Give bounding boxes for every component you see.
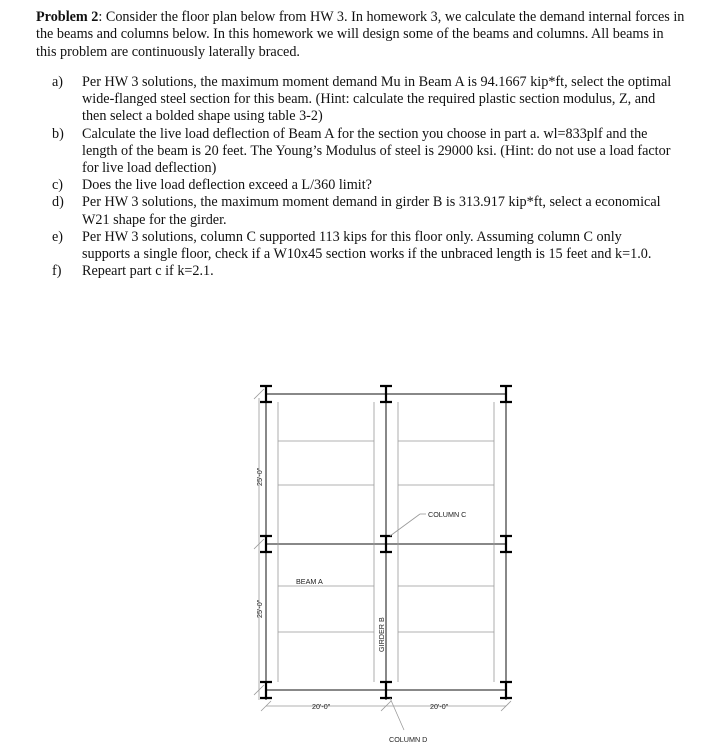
question-label: d) xyxy=(52,194,64,211)
question-text: Does the live load deflection exceed a L/360 limit? xyxy=(82,177,372,194)
question-label: a) xyxy=(52,74,64,90)
dimension-lower-label: 25'-0" xyxy=(255,599,264,618)
beam-a-label: BEAM A xyxy=(296,577,323,586)
column-d-leader xyxy=(390,698,404,730)
question-label: b) xyxy=(52,125,64,142)
question-label: e) xyxy=(52,228,64,245)
problem-intro: : Consider the floor plan below from HW 3. In homework 3, we calculate the demand internal forces in the beams and columns below. In this homework we will design some of the beams and columns. All beams in this problem are continuously laterally braced. xyxy=(36,9,685,60)
problem-title: Problem 2 xyxy=(36,9,99,25)
dimension-tick xyxy=(254,389,264,399)
column-d-label: COLUMN D xyxy=(389,735,428,744)
girder-b-label: GIRDER B xyxy=(377,617,386,652)
question-text: Repeart part c if k=2.1. xyxy=(82,263,214,280)
question-label: f) xyxy=(52,263,62,280)
question-label: c) xyxy=(52,177,64,194)
question-text: Per HW 3 solutions, the maximum moment demand in girder B is 313.917 kip*ft, select a economical W21 shape for the girder. xyxy=(82,194,661,228)
column-c-leader xyxy=(390,514,420,536)
dimension-left-bay-label: 20'-0" xyxy=(312,702,331,711)
dimension-upper-label: 25'-0" xyxy=(255,467,264,486)
question-text: Per HW 3 solutions, column C supported 113 kips for this floor only. Assuming column C only supports a single floor, check if a W10x45 section works if the unbraced length is 15 feet and k=1.0. xyxy=(82,228,652,263)
question-text: Per HW 3 solutions, the maximum moment demand Mu in Beam A is 94.1667 kip*ft, select the optimal wide-flanged steel section for this beam. (Hint: calculate the required plastic section modulus, Z, and then select a bolded shape using table 3-2) xyxy=(82,74,672,125)
dimension-right-bay-label: 20'-0" xyxy=(430,702,449,711)
column-c-label: COLUMN C xyxy=(428,510,467,519)
question-text: Calculate the live load deflection of Beam A for the section you choose in part a. wl=833plf and the length of the beam is 20 feet. The Young’s Modulus of steel is 29000 ksi. (Hint: do not use a load factor for live load deflection) xyxy=(82,125,671,177)
